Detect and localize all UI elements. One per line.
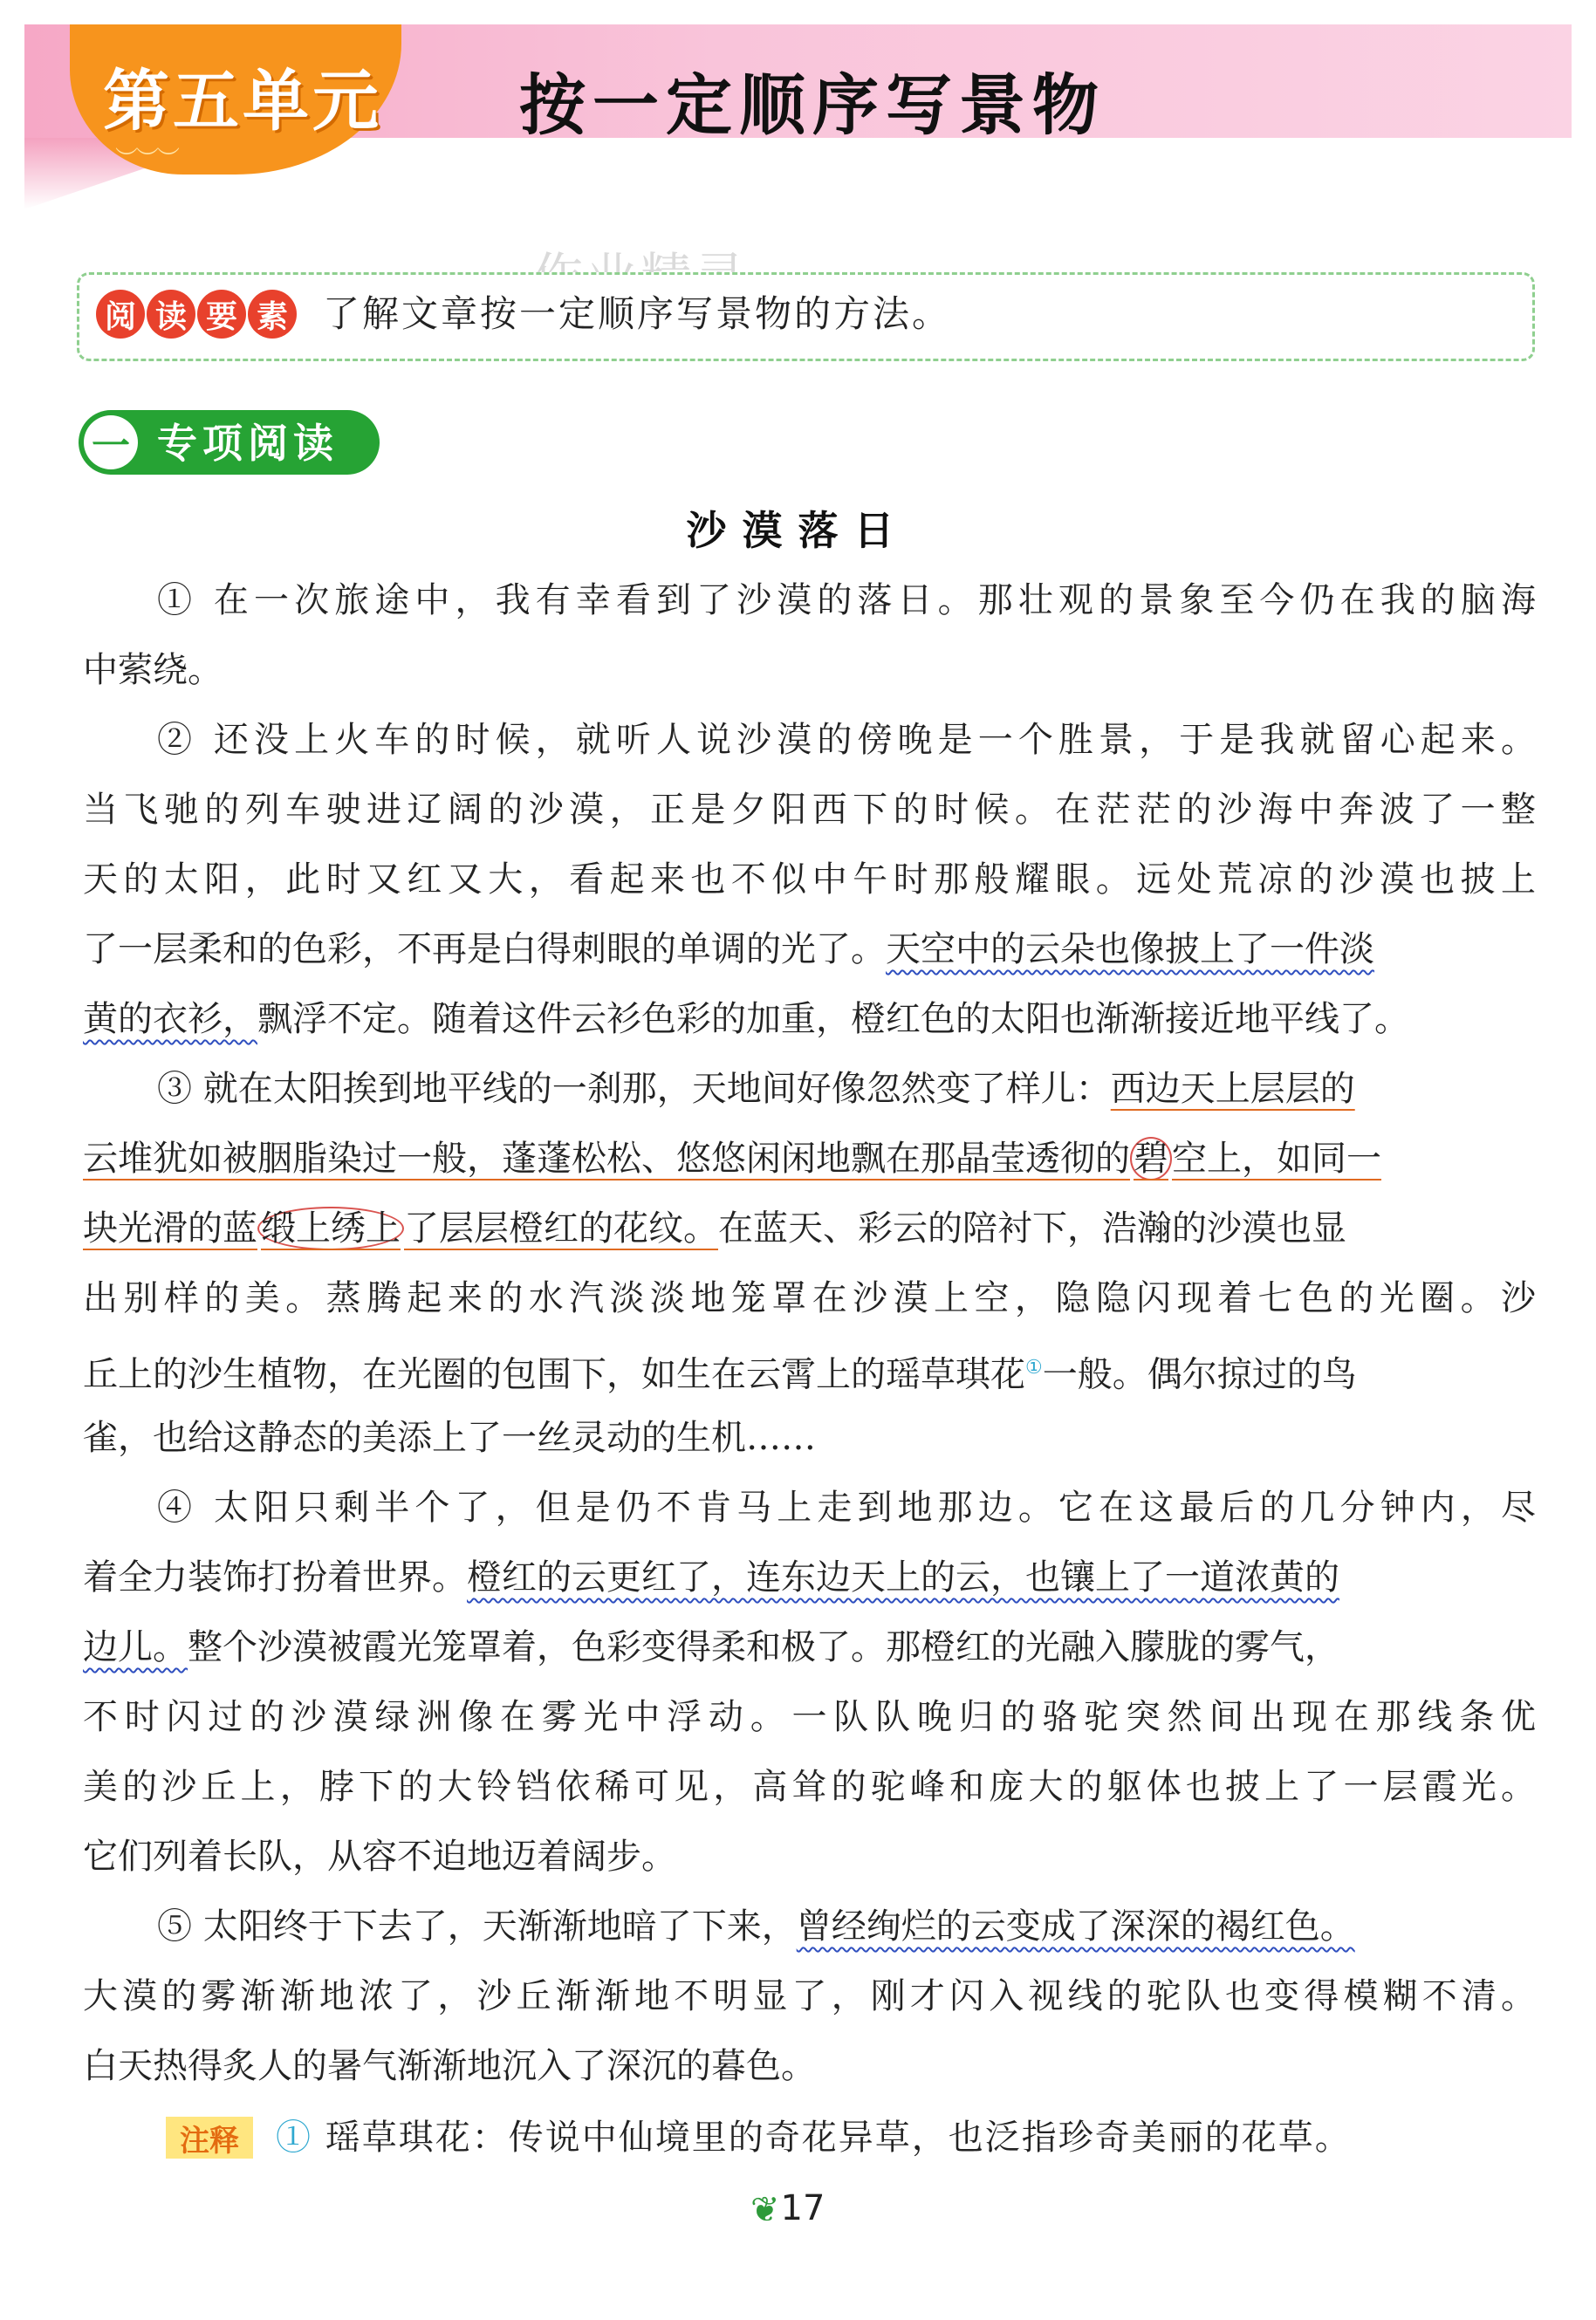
paragraph-line: 白天热得炙人的暑气渐渐地沉入了深沉的暮色。 xyxy=(83,2046,816,2086)
wavy-underlined-text: 边儿。 xyxy=(83,1627,188,1667)
paragraph-line: 中萦绕。 xyxy=(83,650,223,690)
paragraph-line: 不时闪过的沙漠绿洲像在雾光中浮动。一队队晚归的骆驼突然间出现在那线条优 xyxy=(83,1697,1536,1737)
unit-title: 按一定顺序写景物 xyxy=(519,66,1106,144)
underlined-text: 西边天上层层的 xyxy=(1110,1069,1355,1109)
tag-char: 读 xyxy=(147,290,195,339)
leaf-icon: ❦ xyxy=(750,2190,780,2230)
page-number: 17 xyxy=(780,2188,825,2228)
paragraph-line: 当飞驰的列车驶进辽阔的沙漠，正是夕阳西下的时候。在茫茫的沙海中奔波了一整 xyxy=(83,790,1536,830)
wave-decoration: ︶︶︶ xyxy=(115,147,179,173)
text-run: ⑤ 太阳终于下去了，天渐渐地暗了下来， xyxy=(157,1906,797,1947)
paragraph-line: ① 在一次旅途中，我有幸看到了沙漠的落日。那壮观的景象至今仍在我的脑海 xyxy=(157,580,1536,620)
paragraph-line xyxy=(83,1344,1536,1399)
text-run: 了一层柔和的色彩，不再是白得刺眼的单调的光了。 xyxy=(83,929,886,969)
tag-char: 素 xyxy=(248,290,297,339)
text-run: 着全力装饰打扮着世界。 xyxy=(83,1557,467,1598)
article-title: 沙漠落日 xyxy=(686,507,910,554)
section-number: 一 xyxy=(84,415,138,469)
reading-element-tag xyxy=(96,290,297,339)
unit-label: 第五单元 xyxy=(103,62,382,140)
paragraph-line: 出别样的美。蒸腾起来的水汽淡淡地笼罩在沙漠上空，隐隐闪现着七色的光圈。沙 xyxy=(83,1278,1536,1318)
reading-element-text: 了解文章按一定顺序写景物的方法。 xyxy=(323,292,952,335)
tag-char: 阅 xyxy=(96,290,145,339)
text-run: 整个沙漠被霞光笼罩着，色彩变得柔和极了。那橙红的光融入朦胧的雾气， xyxy=(188,1627,1339,1667)
footnote-marker: ① xyxy=(1025,1357,1043,1379)
note-text: 瑶草琪花：传说中仙境里的奇花异草，也泛指珍奇美丽的花草。 xyxy=(325,2118,1352,2158)
wavy-underlined-text: 黄的衣衫， xyxy=(83,999,257,1039)
paragraph-line xyxy=(83,1623,1536,1672)
paragraph-line xyxy=(157,1064,1536,1113)
circled-text: 缎上绣上 xyxy=(257,1207,404,1250)
paragraph-line xyxy=(83,925,1536,974)
text-run: 在蓝天、彩云的陪衬下，浩瀚的沙漠也显 xyxy=(718,1208,1346,1249)
paragraph-line xyxy=(83,995,1536,1044)
underlined-text: 云堆犹如被胭脂染过一般，蓬蓬松松、悠悠闲闲地飘在那晶莹透彻的 xyxy=(83,1139,1130,1179)
paragraph-line xyxy=(83,1204,1536,1253)
tag-char: 要 xyxy=(197,290,246,339)
underlined-text: 空上，如同一 xyxy=(1172,1139,1381,1179)
text-run: 一般。偶尔掠过的鸟 xyxy=(1042,1354,1357,1395)
paragraph-line xyxy=(157,1902,1536,1951)
paragraph-line: ④ 太阳只剩半个了，但是仍不肯马上走到地那边。它在这最后的几分钟内，尽 xyxy=(157,1488,1536,1528)
text-run: ③ 就在太阳挨到地平线的一刹那，天地间好像忽然变了样儿： xyxy=(157,1069,1111,1109)
paragraph-line: 大漠的雾渐渐地浓了，沙丘渐渐地不明显了，刚才闪入视线的驼队也变得模糊不清。 xyxy=(83,1976,1536,2016)
note-number: ① xyxy=(276,2118,312,2158)
text-run: 飘浮不定。随着这件云衫色彩的加重，橙红色的太阳也渐渐接近地平线了。 xyxy=(257,999,1409,1039)
paragraph-line: 美的沙丘上，脖下的大铃铛依稀可见，高耸的驼峰和庞大的躯体也披上了一层霞光。 xyxy=(83,1767,1536,1807)
underlined-text: 块光滑的蓝 xyxy=(83,1208,257,1249)
paragraph-line xyxy=(83,1553,1536,1602)
note xyxy=(276,2113,1352,2162)
circled-char: 碧 xyxy=(1130,1137,1172,1181)
wavy-underlined-text: 曾经绚烂的云变成了深深的褐红色。 xyxy=(796,1906,1355,1947)
note-tag: 注释 xyxy=(166,2117,253,2159)
underlined-text: 了层层橙红的花纹。 xyxy=(404,1208,718,1249)
paragraph-line xyxy=(83,1134,1536,1183)
paragraph-line: ② 还没上火车的时候，就听人说沙漠的傍晚是一个胜景，于是我就留心起来。 xyxy=(157,720,1536,760)
text-run: 丘上的沙生植物，在光圈的包围下，如生在云霄上的瑶草琪花 xyxy=(83,1354,1025,1395)
wavy-underlined-text: 橙红的云更红了，连东边天上的云，也镶上了一道浓黄的 xyxy=(467,1557,1339,1598)
paragraph-line: 天的太阳，此时又红又大，看起来也不似中午时那般耀眼。远处荒凉的沙漠也披上 xyxy=(83,859,1536,900)
wavy-underlined-text: 天空中的云朵也像披上了一件淡 xyxy=(886,929,1374,969)
paragraph-line: 雀，也给这静态的美添上了一丝灵动的生机…… xyxy=(83,1418,816,1458)
paragraph-line: 它们列着长队，从容不迫地迈着阔步。 xyxy=(83,1837,676,1877)
section-label: 专项阅读 xyxy=(157,420,339,467)
